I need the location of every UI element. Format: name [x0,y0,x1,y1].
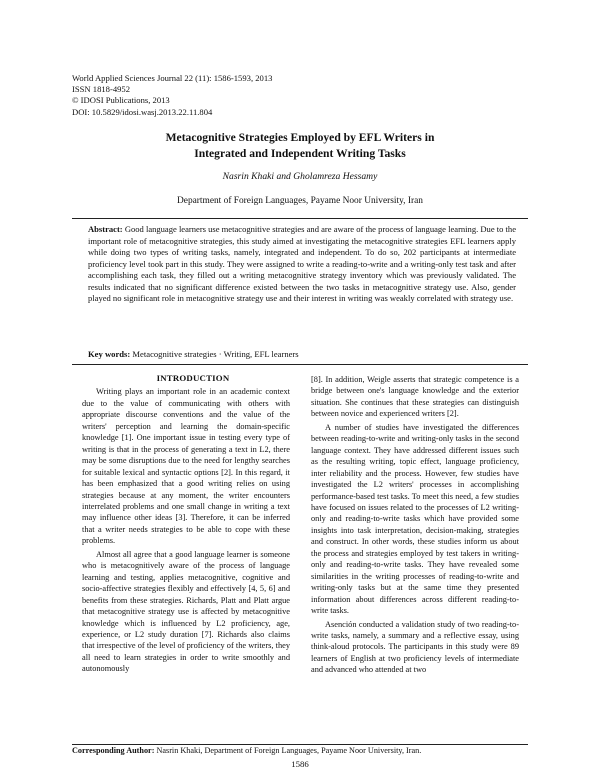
journal-copyright: © IDOSI Publications, 2013 [72,95,170,106]
abstract [88,224,516,305]
abstract-top-rule [72,218,528,219]
section-heading-introduction: INTRODUCTION [156,373,230,383]
corresponding-author-note [72,746,421,755]
body-right-column [311,374,519,678]
corresponding-author-label: Corresponding Author: [72,746,155,755]
page-number: 1586 [291,759,309,769]
journal-issn: ISSN 1818-4952 [72,84,131,95]
keywords [88,349,516,360]
corresponding-author-text: Nasrin Khaki, Department of Foreign Languages, Payame Noor University, Iran. [156,746,422,755]
journal-metadata [72,73,272,118]
paragraph: [8]. In addition, Weigle asserts that strategic competence is a bridge between one's language knowledge and the exterior situation. She continues that these strategies can distinguish between novice and experienced writers [2]. [311,375,519,419]
abstract-label: Abstract: [88,224,123,234]
paragraph: Asención conducted a validation study of two reading-to-write tasks, namely, a summary and a reflective essay, using think-aloud protocols. The participants in this study were 89 learners of English at two proficiency levels of intermediate and advanced who attended at two [311,619,519,675]
keywords-label: Key words: [88,349,131,359]
paper-authors: Nasrin Khaki and Gholamreza Hessamy [222,171,378,182]
journal-citation: World Applied Sciences Journal 22 (11): 1586-1593, 2013 [72,73,273,83]
journal-doi: DOI: 10.5829/idosi.wasj.2013.22.11.804 [72,106,213,117]
keywords-text: Metacognitive strategies · Writing, EFL learners [132,349,299,359]
paper-affiliation: Department of Foreign Languages, Payame Noor University, Iran [177,196,423,206]
footer-rule [72,744,528,745]
paragraph: A number of studies have investigated the differences between reading-to-write and writing-only tasks in the second language context. They have addressed different issues such as the resulting writing, topic effect, language proficiency, inter reliability and the process. However, few studies have investigated the L2 writers' processes in accomplishing performance-based test tasks. To meet this need, a few studies have focused on issues related to the processes of L2 writing-only and reading-to-write tasks which have provided some insights into task interpretation, decision-making, strategies and construct. In other words, these studies inform us about the process and strategies employed by test takers in writing-only and reading-to-write tasks. They have revealed some similarities in the writing processes of reading-to-write and writing-only tasks but at the same time they presented information about differences across different reading-to-write tasks. [311,422,519,616]
paper-title [72,130,528,161]
keywords-bottom-rule [72,364,528,365]
body-left-column [82,373,290,677]
paragraph: Writing plays an important role in an academic context due to the value of communicating with others with appropriate discourse conventions and the value of the writers' perception and learning the domain-specific knowledge [1]. One important issue in testing every type of writing is that in the process of generating a text in L2, there may be some disruptions due to the need for lengthy searches for suitable lexical and syntactic options [2]. In this regard, it has been emphasized that a good writing relies on using strategies because at any moment, the writer encounters interrelated problems and one small change in writing a text may influence other ideas [3]. Therefore, it can be inferred that a writer needs strategies to be able to cope with these problems. [82,387,290,546]
paper-title-line-2: Integrated and Independent Writing Tasks [194,146,406,160]
paper-title-line-1: Metacognitive Strategies Employed by EFL Writers in [165,131,435,144]
paragraph: Almost all agree that a good language learner is someone who is metacognitively aware of the process of language learning and testing, applies metacognitive, cognitive and socio-affective strategies flexibly and effectively [4, 5, 6] and benefits from these strategies. Richards, Platt and Platt argue that metacognitive strategy use is affected by metacognitive knowledge which is influenced by L2 proficiency, age, experience, or L2 study duration [7]. Richards also claims that irrespective of the level of proficiency of the writers, they all need to learn strategies in order to write smoothly and autonomously [82,549,290,674]
abstract-text: Good language learners use metacognitive strategies and are aware of the process of language learning. Due to the important role of metacognitive strategies, this study aimed at investigating the metacognitive strategies EFL learners apply while doing two types of writing tasks, namely, integrated and independent. To do so, 202 participants at intermediate proficiency level took part in this study. They were assigned to write a reading-to-write and a writing-only test task and after accomplishing each task, they filled out a writing metacognitive strategy inventory which was previously validated. The results indicated that no significant difference existed between the two tasks in metacognitive strategy use. Also, gender played no significant role in metacognitive strategy use and their interest in writing was weakly correlated with strategy use. [88,224,517,304]
